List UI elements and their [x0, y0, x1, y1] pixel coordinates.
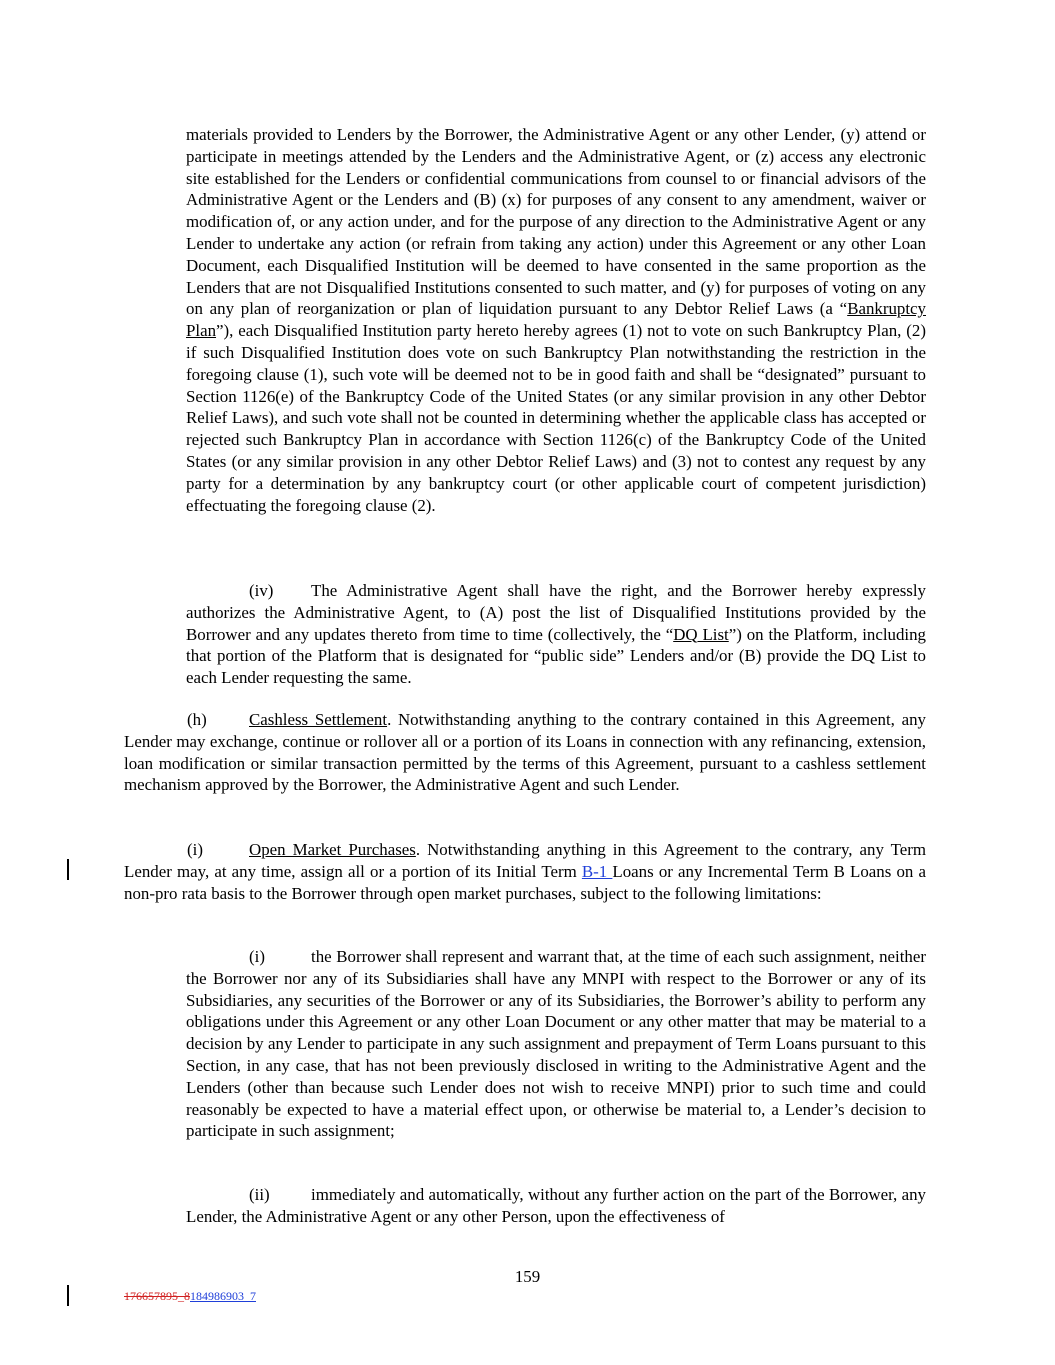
- section-heading: Cashless Settlement: [249, 710, 388, 729]
- paragraph-text: . Notwithstanding anything to the contrary contained in this Agreement, any Lender may exchange, continue or rollover all or a portion of its Loans in connection with any refinancing, extension, loan modification or similar transaction permitted by the terms of this Agreement, pursuant to a cashless settlement mechanism approved by the Borrower, the Administrative Agent and such Lender.: [124, 710, 926, 795]
- change-bar: [67, 1285, 69, 1306]
- paragraph-text: Loans or any Incremental Term B Loans on a non-pro rata basis to the Borrower through open market purchases, subject to the following limitations:: [124, 861, 927, 903]
- paragraph-text: ”) on the Platform, including that portion of the Platform that is designated for “public side” Lenders and/or (B) provide the DQ List to each Lender requesting the same.: [186, 624, 926, 688]
- paragraph-disqualified-institutions: [186, 124, 926, 516]
- change-bar: [67, 859, 69, 880]
- defined-term-bankruptcy-plan: Bankruptcy Plan: [186, 299, 926, 341]
- clause-label: (iv): [249, 581, 274, 600]
- paragraph-iv: [186, 580, 926, 689]
- subclause-i: [186, 946, 926, 1142]
- section-i-open-market-purchases: [124, 839, 926, 904]
- inserted-text: B-1: [581, 861, 613, 881]
- defined-term-dq-list: DQ List: [673, 624, 729, 644]
- paragraph-text: ”), each Disqualified Institution party hereto hereby agrees (1) not to vote on such Bankruptcy Plan, (2) if such Disqualified Institution does vote on such Bankruptcy Plan notwithstanding the restriction in the foregoing clause (1), such vote will be deemed not to be in good faith and shall be “designated” pursuant to Section 1126(e) of the Bankruptcy Code of the United States (or any similar provision in any other Debtor Relief Laws), and such vote shall not be counted in determining whether the applicable class has accepted or rejected such Bankruptcy Plan in accordance with Section 1126(c) of the Bankruptcy Code of the United States (or any similar provision in any other Debtor Relief Laws) and (3) not to contest any request by any party for a determination by any bankruptcy court (or other applicable court of competent jurisdiction) effectuating the foregoing clause (2).: [186, 321, 926, 515]
- section-label: (h): [187, 710, 207, 729]
- paragraph-text: the Borrower shall represent and warrant that, at the time of each such assignment, neither the Borrower nor any of its Subsidiaries shall have any MNPI with respect to the Borrower or any of its Subsidiaries, any securities of the Borrower or any of its Subsidiaries, the Borrower’s ability to perform any obligations under this Agreement or any other Loan Document or any other matter that may be material to a decision by any Lender to participate in any such assignment and prepayment of Term Loans pursuant to this Section, in any case, that has not been previously disclosed in writing to the Administrative Agent and the Lenders (other than because such Lender does not wish to receive MNPI) prior to such time and could reasonably be expected to have a material effect upon, or otherwise be material to, a Lender’s decision to participate in such assignment;: [186, 947, 926, 1141]
- document-id-footer: [124, 1289, 256, 1304]
- paragraph-text: materials provided to Lenders by the Borrower, the Administrative Agent or any other Lender, (y) attend or participate in meetings attended by the Lenders and the Administrative Agent, or (z) access any electronic site established for the Lenders or confidential communications from counsel to or financial advisors of the Administrative Agent or the Lenders and (B) (x) for purposes of any consent to any amendment, waiver or modification of, or any action under, and for the purpose of any direction to the Administrative Agent or any Lender to undertake any action (or refrain from taking any action) under this Agreement or any other Loan Document, each Disqualified Institution will be deemed to have consented in the same proportion as the Lenders that are not Disqualified Institutions consented to such matter, and (y) for purposes of voting on any on any plan of reorganization or plan of liquidation pursuant to any Debtor Relief Laws (a “: [186, 125, 926, 319]
- page-number: 159: [514, 1267, 541, 1286]
- paragraph-text: The Administrative Agent shall have the right, and the Borrower hereby expressly authorizes the Administrative Agent, to (A) post the list of Disqualified Institutions provided by the Borrower and any updates thereto from time to time (collectively, the “: [186, 581, 926, 644]
- paragraph-text: . Notwithstanding anything in this Agreement to the contrary, any Term Lender may, at any time, assign all or a portion of its Initial Term: [124, 840, 926, 881]
- clause-label: (i): [249, 947, 265, 966]
- section-label: (i): [187, 840, 203, 859]
- subclause-ii: [186, 1184, 926, 1228]
- paragraph-text: immediately and automatically, without any further action on the part of the Borrower, any Lender, the Administrative Agent or any other Person, upon the effectiveness of: [186, 1185, 926, 1226]
- inserted-text: 184986903_7: [190, 1289, 256, 1303]
- section-heading: Open Market Purchases: [249, 840, 416, 859]
- section-h-cashless-settlement: [124, 709, 926, 796]
- clause-label: (ii): [249, 1185, 270, 1204]
- deleted-text: 176657895_8: [124, 1289, 190, 1303]
